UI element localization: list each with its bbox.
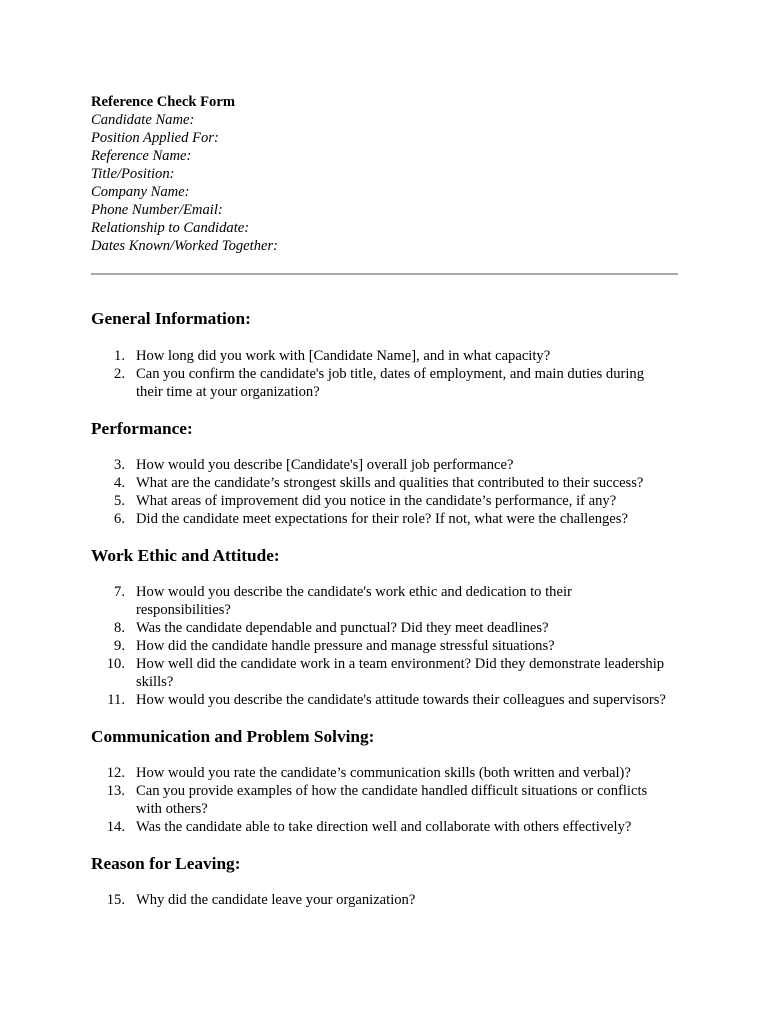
question-list: [91, 347, 678, 401]
document-title: Reference Check Form: [91, 94, 235, 110]
question-text: How well did the candidate work in a team environment? Did they demonstrate leadership skills?: [136, 656, 665, 690]
question-number: 2.: [114, 366, 125, 382]
question-number: 6.: [114, 511, 125, 527]
question-text: How long did you work with [Candidate Name], and in what capacity?: [136, 348, 551, 364]
question-item: [91, 492, 666, 510]
question-text: Can you provide examples of how the candidate handled difficult situations or conflicts with others?: [136, 783, 648, 817]
question-item: [91, 818, 666, 836]
field-company-name: Company Name:: [91, 184, 190, 200]
question-number: 5.: [114, 493, 125, 509]
question-item: [91, 691, 666, 709]
question-text: Can you confirm the candidate's job title, dates of employment, and main duties during their time at your organization?: [136, 366, 645, 400]
question-text: What are the candidate’s strongest skills and qualities that contributed to their success?: [136, 475, 644, 491]
question-text: How would you describe [Candidate's] overall job performance?: [136, 457, 514, 473]
question-number: 12.: [106, 765, 125, 781]
question-list: [91, 583, 678, 709]
field-phone-email: Phone Number/Email:: [91, 202, 223, 218]
question-number: 14.: [106, 819, 125, 835]
question-item: [91, 764, 666, 782]
question-item: [91, 510, 666, 528]
question-number: 4.: [114, 475, 125, 491]
question-number: 9.: [114, 638, 125, 654]
section-general-information: [91, 308, 678, 401]
section-heading: Performance:: [91, 419, 193, 438]
question-item: [91, 619, 666, 637]
question-text: Did the candidate meet expectations for their role? If not, what were the challenges?: [136, 511, 628, 527]
field-reference-name: Reference Name:: [91, 148, 192, 164]
section-heading: Reason for Leaving:: [91, 854, 241, 873]
section-heading: Communication and Problem Solving:: [91, 727, 375, 746]
question-item: [91, 583, 666, 619]
field-relationship: Relationship to Candidate:: [91, 220, 250, 236]
field-position-applied: Position Applied For:: [91, 130, 219, 146]
section-performance: [91, 418, 678, 528]
question-number: 1.: [114, 348, 125, 364]
question-number: 13.: [106, 783, 125, 799]
section-heading: Work Ethic and Attitude:: [91, 546, 280, 565]
question-item: [91, 655, 666, 691]
question-text: How would you describe the candidate's attitude towards their colleagues and supervisors?: [136, 692, 666, 708]
question-number: 3.: [114, 457, 125, 473]
field-dates-known: Dates Known/Worked Together:: [91, 238, 279, 254]
question-list: [91, 456, 678, 528]
form-header: [91, 93, 678, 255]
question-list: [91, 764, 678, 836]
section-communication: [91, 726, 678, 836]
question-item: [91, 365, 666, 401]
question-text: How did the candidate handle pressure and manage stressful situations?: [136, 638, 555, 654]
question-number: 11.: [107, 692, 125, 708]
field-candidate-name: Candidate Name:: [91, 112, 195, 128]
question-text: What areas of improvement did you notice in the candidate’s performance, if any?: [136, 493, 617, 509]
question-number: 10.: [106, 656, 125, 672]
question-text: Was the candidate able to take direction well and collaborate with others effectively?: [136, 819, 632, 835]
question-text: Was the candidate dependable and punctual? Did they meet deadlines?: [136, 620, 549, 636]
question-item: [91, 782, 666, 818]
field-title-position: Title/Position:: [91, 166, 175, 182]
section-reason-for-leaving: [91, 853, 678, 909]
horizontal-divider: [91, 273, 678, 275]
question-number: 15.: [106, 892, 125, 908]
question-item: [91, 474, 666, 492]
question-item: [91, 891, 666, 909]
question-number: 7.: [114, 584, 125, 600]
question-item: [91, 637, 666, 655]
question-text: Why did the candidate leave your organization?: [136, 892, 416, 908]
section-work-ethic: [91, 545, 678, 709]
question-number: 8.: [114, 620, 125, 636]
question-list: [91, 891, 678, 909]
section-heading: General Information:: [91, 309, 251, 328]
question-text: How would you describe the candidate's work ethic and dedication to their responsibilities?: [136, 584, 572, 618]
question-item: [91, 347, 666, 365]
question-item: [91, 456, 666, 474]
question-text: How would you rate the candidate’s communication skills (both written and verbal)?: [136, 765, 631, 781]
